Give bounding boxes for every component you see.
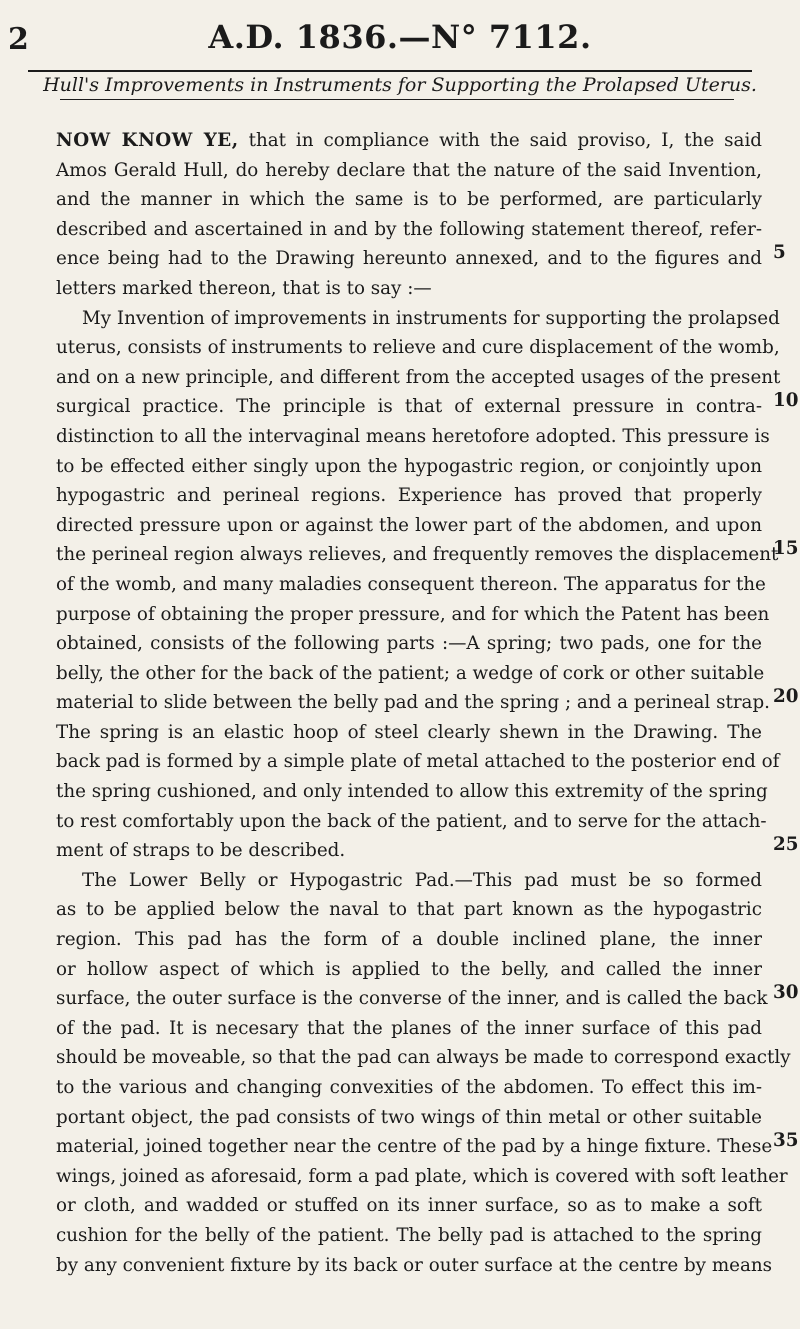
text-line: described and ascertained in and by the following statement thereof, refer-	[56, 218, 762, 240]
text-line: material, joined together near the centre of the pad by a hinge fixture. These	[56, 1136, 773, 1158]
line-number: 10	[773, 390, 799, 411]
text-line: material to slide between the belly pad and the spring ; and a perineal strap.	[56, 692, 770, 714]
text-line: back pad is formed by a simple plate of metal attached to the posterior end of	[56, 751, 780, 773]
text-line: of the womb, and many maladies consequent thereon. The apparatus for the	[56, 573, 766, 595]
text-line: to rest comfortably upon the back of the patient, and to serve for the attach-	[56, 810, 767, 832]
line-number: 15	[773, 538, 799, 559]
text-line: My Invention of improvements in instruments for supporting the prolapsed	[82, 307, 780, 329]
line-number: 20	[773, 686, 799, 707]
text-line: surgical practice. The principle is that of external pressure in contra-	[56, 396, 762, 418]
text-line: distinction to all the intervaginal means heretofore adopted. This pressure is	[56, 425, 770, 447]
text-line: surface, the outer surface is the converse of the inner, and is called the back	[56, 988, 768, 1010]
text-line: letters marked thereon, that is to say :—	[56, 277, 432, 299]
text-line: hypogastric and perineal regions. Experience has proved that properly	[56, 485, 762, 507]
text-line: uterus, consists of instruments to relieve and cure displacement of the womb,	[56, 337, 780, 359]
text-line: or cloth, and wadded or stuffed on its inner surface, so as to make a soft	[56, 1195, 762, 1217]
text-line: portant object, the pad consists of two wings of thin metal or other suitable	[56, 1106, 762, 1128]
line-number: 25	[773, 834, 799, 855]
text-line: by any convenient fixture by its back or outer surface at the centre by means	[56, 1254, 773, 1276]
text-line: to the various and changing convexities of the abdomen. To effect this im-	[56, 1077, 762, 1098]
header-rule	[28, 70, 752, 72]
opening-words: NOW KNOW YE,	[56, 130, 239, 151]
text-line: wings, joined as aforesaid, form a pad plate, which is covered with soft leather	[56, 1165, 788, 1187]
text-line: ment of straps to be described.	[56, 840, 346, 862]
title-rule	[60, 99, 734, 100]
text-line: belly, the other for the back of the patient; a wedge of cork or other suitable	[56, 662, 765, 684]
text-line: The Lower Belly or Hypogastric Pad.—This pad must be so formed	[82, 869, 762, 891]
page-header: A.D. 1836.—N° 7112.	[208, 18, 592, 56]
line-number: 35	[773, 1130, 799, 1151]
text-line: directed pressure upon or against the lower part of the abdomen, and upon	[56, 514, 762, 536]
text-line: should be moveable, so that the pad can always be made to correspond exactly	[56, 1047, 791, 1069]
line-number: 5	[773, 242, 786, 263]
text-line: as to be applied below the naval to that part known as the hypogastric	[56, 899, 762, 921]
text-line: purpose of obtaining the proper pressure, and for which the Patent has been	[56, 603, 770, 625]
text-line: of the pad. It is necesary that the planes of the inner surface of this pad	[56, 1017, 762, 1039]
text-line: to be effected either singly upon the hypogastric region, or conjointly upon	[56, 455, 762, 477]
page-number: 2	[8, 22, 29, 57]
text-line: region. This pad has the form of a double inclined plane, the inner	[56, 929, 762, 951]
running-title: Hull's Improvements in Instruments for Supporting the Prolapsed Uterus.	[43, 74, 757, 96]
text-line: cushion for the belly of the patient. The belly pad is attached to the spring	[56, 1224, 762, 1246]
text-line: The spring is an elastic hoop of steel clearly shewn in the Drawing. The	[56, 721, 762, 743]
text-line: and the manner in which the same is to be performed, are particularly	[56, 189, 762, 211]
text-line: NOW KNOW YE, that in compliance with the said proviso, I, the said	[56, 130, 762, 151]
line-number: 30	[773, 982, 799, 1003]
text-line: the perineal region always relieves, and frequently removes the displacement	[56, 544, 779, 566]
text-line: or hollow aspect of which is applied to the belly, and called the inner	[56, 958, 762, 980]
text-line: and on a new principle, and different from the accepted usages of the present	[56, 366, 781, 388]
text-line: obtained, consists of the following parts :—A spring; two pads, one for the	[56, 633, 762, 655]
text-line: ence being had to the Drawing hereunto annexed, and to the figures and	[56, 248, 762, 270]
text-line: Amos Gerald Hull, do hereby declare that the nature of the said Invention,	[56, 159, 762, 181]
text-line: the spring cushioned, and only intended to allow this extremity of the spring	[56, 781, 768, 803]
